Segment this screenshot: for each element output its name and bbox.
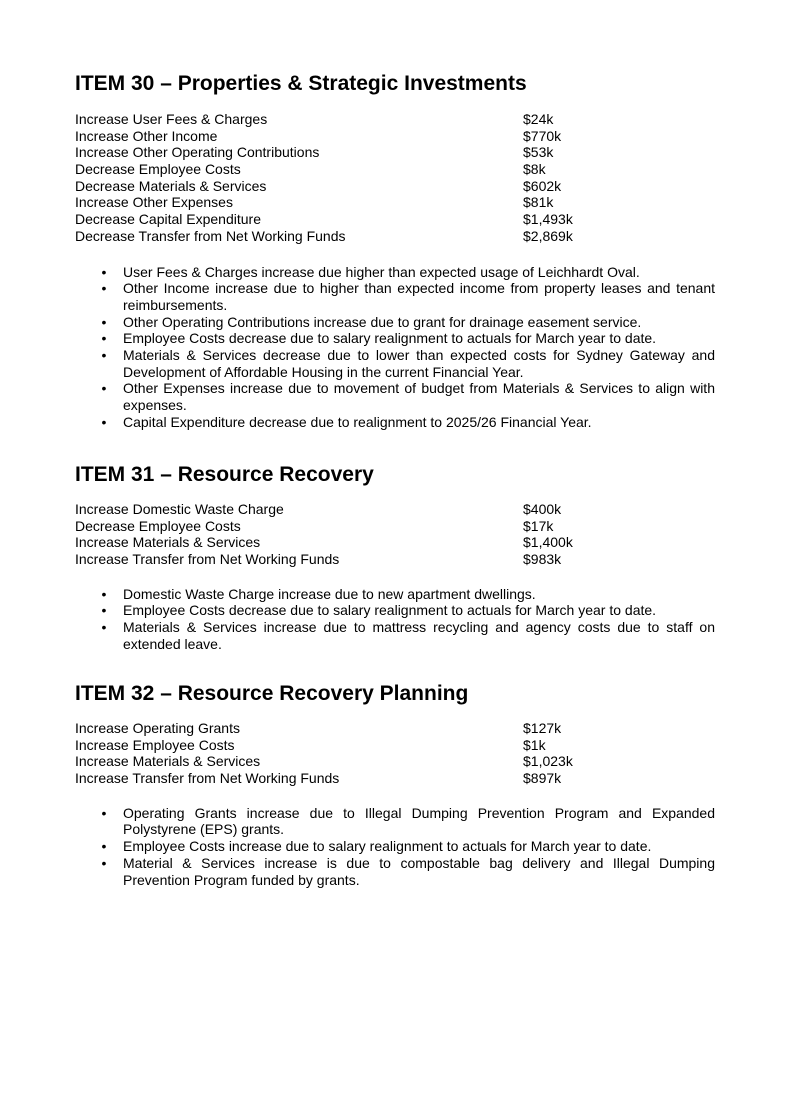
list-item-text: Other Operating Contributions increase due to grant for drainage easement service. [123, 313, 642, 330]
line-item-value: $400k [523, 501, 562, 517]
bullet-icon: • [101, 313, 107, 330]
section-heading: ITEM 30 – Properties & Strategic Investments [75, 72, 527, 95]
list-item [75, 414, 715, 431]
line-item-value: $1,493k [523, 211, 573, 228]
bullet-icon: • [101, 838, 107, 855]
line-item-value: $81k [523, 194, 554, 211]
line-items [75, 111, 715, 245]
list-item-text: Domestic Waste Charge increase due to new apartment dwellings. [123, 585, 536, 602]
line-item [75, 518, 715, 535]
line-item [75, 551, 715, 568]
list-item-text: User Fees & Charges increase due higher than expected usage of Leichhardt Oval. [123, 263, 640, 280]
line-item-label: Increase Transfer from Net Working Funds [75, 770, 340, 787]
list-item [75, 619, 715, 652]
list-item-text: Employee Costs decrease due to salary realignment to actuals for March year to date. [123, 602, 657, 619]
line-item-value: $770k [523, 127, 562, 144]
bullet-icon: • [101, 602, 107, 619]
bullet-icon: • [101, 380, 107, 397]
list-item [75, 855, 715, 888]
list-item-text: Material & Services increase is due to compostable bag delivery and Illegal Dumping Prevention Program funded by grants. [123, 854, 715, 888]
bullet-icon: • [101, 280, 107, 297]
line-item-label: Increase Materials & Services [75, 753, 261, 770]
list-item [75, 330, 715, 347]
list-item-text: Other Expenses increase due to movement of budget from Materials & Services to align with expenses. [123, 380, 715, 414]
line-item [75, 720, 715, 737]
line-item-label: Decrease Materials & Services [75, 177, 267, 194]
list-item [75, 347, 715, 380]
section-item-32 [75, 682, 715, 888]
bullet-icon: • [101, 619, 107, 636]
bullet-icon: • [101, 330, 107, 347]
list-item [75, 380, 715, 413]
explanation-list [75, 586, 715, 653]
line-item [75, 534, 715, 551]
bullet-icon: • [101, 804, 107, 821]
line-item-label: Decrease Employee Costs [75, 517, 241, 534]
explanation-list [75, 805, 715, 889]
line-item-label: Increase Other Operating Contributions [75, 144, 320, 161]
line-item-label: Increase Other Income [75, 127, 218, 144]
line-item-value: $1k [523, 736, 546, 753]
list-item [75, 280, 715, 313]
bullet-icon: • [101, 263, 107, 280]
line-item-label: Increase Other Expenses [75, 194, 233, 211]
list-item-text: Other Income increase due to higher than expected income from property leases and tenant reimbursements. [123, 280, 715, 313]
line-item-label: Increase Domestic Waste Charge [75, 501, 284, 517]
line-item [75, 228, 715, 245]
list-item [75, 838, 715, 855]
line-item [75, 753, 715, 770]
line-item-label: Increase Transfer from Net Working Funds [75, 551, 340, 568]
list-item-text: Employee Costs increase due to salary realignment to actuals for March year to date. [123, 838, 652, 855]
line-item [75, 770, 715, 787]
line-item [75, 144, 715, 161]
line-item-label: Increase Operating Grants [75, 720, 240, 736]
list-item-text: Employee Costs decrease due to salary realignment to actuals for March year to date. [123, 330, 657, 347]
list-item-text: Materials & Services decrease due to lower than expected costs for Sydney Gateway and Development of Affordable Housing in the current Financial Year. [123, 347, 715, 380]
section-item-31 [75, 463, 715, 653]
line-item-label: Increase Employee Costs [75, 736, 235, 753]
line-item-label: Decrease Employee Costs [75, 161, 241, 178]
bullet-icon: • [101, 854, 107, 871]
line-item-value: $53k [523, 144, 554, 161]
list-item-text: Operating Grants increase due to Illegal Dumping Prevention Program and Expanded Polystyrene (EPS) grants. [123, 804, 715, 838]
line-item-label: Decrease Transfer from Net Working Funds [75, 227, 346, 244]
line-item-value: $602k [523, 177, 562, 194]
line-item-label: Increase User Fees & Charges [75, 111, 268, 127]
line-item-label: Decrease Capital Expenditure [75, 211, 261, 228]
line-item [75, 128, 715, 145]
bullet-icon: • [101, 347, 107, 364]
line-item [75, 111, 715, 128]
line-item [75, 178, 715, 195]
list-item [75, 602, 715, 619]
line-item [75, 161, 715, 178]
list-item-text: Capital Expenditure decrease due to realignment to 2025/26 Financial Year. [123, 413, 592, 430]
line-item-value: $2,869k [523, 227, 573, 244]
list-item [75, 264, 715, 281]
line-item-value: $983k [523, 551, 562, 568]
line-item [75, 194, 715, 211]
line-item-value: $897k [523, 770, 562, 787]
section-item-30 [75, 72, 715, 431]
list-item-text: Materials & Services increase due to mattress recycling and agency costs due to staff on extended leave. [123, 619, 715, 652]
bullet-icon: • [101, 413, 107, 430]
line-item [75, 501, 715, 518]
list-item [75, 314, 715, 331]
explanation-list [75, 264, 715, 431]
bullet-icon: • [101, 585, 107, 602]
line-item-label: Increase Materials & Services [75, 534, 261, 551]
section-heading: ITEM 31 – Resource Recovery [75, 463, 374, 486]
line-item [75, 211, 715, 228]
section-heading: ITEM 32 – Resource Recovery Planning [75, 682, 469, 705]
line-item-value: $8k [523, 161, 546, 178]
line-items [75, 720, 715, 787]
line-item-value: $1,023k [523, 753, 573, 770]
line-items [75, 501, 715, 568]
line-item-value: $24k [523, 111, 554, 127]
list-item [75, 805, 715, 838]
list-item [75, 586, 715, 603]
line-item-value: $1,400k [523, 534, 573, 551]
line-item-value: $127k [523, 720, 562, 736]
line-item-value: $17k [523, 517, 554, 534]
line-item [75, 737, 715, 754]
